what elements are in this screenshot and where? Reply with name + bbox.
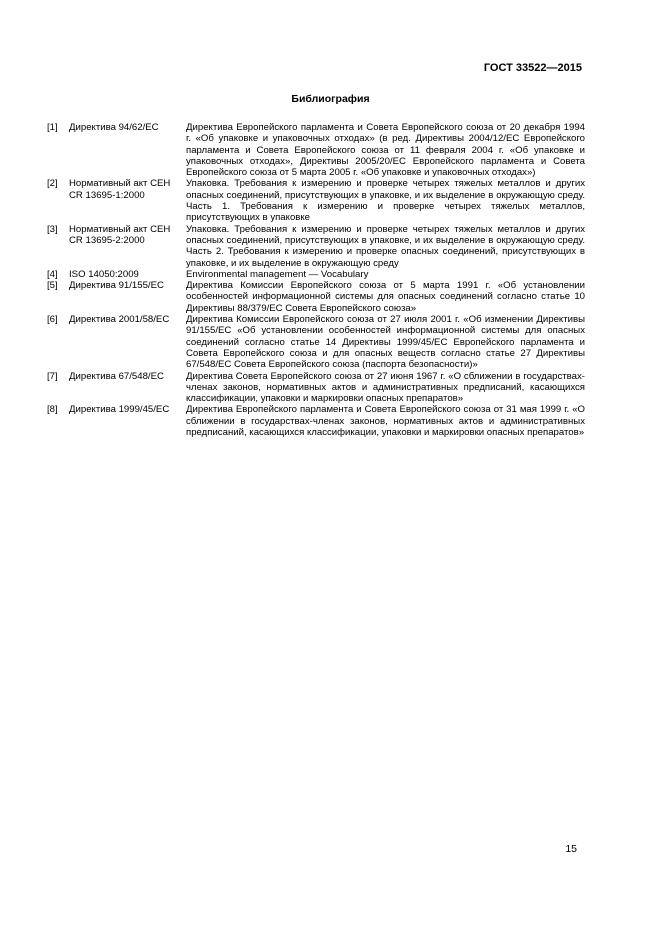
- entry-description: Директива Европейского парламента и Совета Европейского союза от 31 мая 1999 г. «О сближении в государствах-членах законов, нормативных актов и административных предписаний, касающихся классификации, упаковки и маркировки опасных препаратов»: [186, 404, 585, 439]
- entry-source: Директива 91/155/ЕС: [69, 280, 164, 292]
- entry-number: [4]: [47, 268, 58, 280]
- entry-description: Упаковка. Требования к измерению и проверке четырех тяжелых металлов и других опасных соединений, присутствующих в упаковке, и их выделение в окружающую среду. Часть 1. Требования к измерению и проверке четырех тяжелых металлов, присутствующих в упаковке: [186, 178, 585, 224]
- bibliography-entry: [47, 404, 585, 438]
- entry-description: Директива Совета Европейского союза от 27 июня 1967 г. «О сближении в государствах-членах законов, нормативных актов и административных предписаний, касающихся классификации, упаковки и маркировки опасных препаратов»: [186, 370, 585, 405]
- bibliography-entry: [47, 371, 585, 405]
- bibliography-entry: [47, 314, 585, 370]
- section-title: Библиография: [291, 93, 370, 105]
- entry-number: [8]: [47, 404, 58, 416]
- entry-number: [1]: [47, 122, 58, 133]
- entry-source: Нормативный акт СЕН CR 13695-2:2000: [69, 223, 171, 246]
- entry-source: Директива 67/548/ЕС: [69, 370, 164, 382]
- bibliography-list: [47, 122, 585, 438]
- entry-number: [7]: [47, 370, 58, 382]
- page-number: 15: [565, 843, 577, 855]
- entry-description: Environmental management — Vocabulary: [186, 268, 369, 280]
- bibliography-entry: [47, 269, 585, 280]
- entry-source: Директива 1999/45/ЕС: [69, 404, 170, 416]
- entry-number: [2]: [47, 178, 58, 190]
- entry-source: Нормативный акт СЕН CR 13695-1:2000: [69, 178, 171, 201]
- document-id-header: ГОСТ 33522—2015: [483, 62, 582, 74]
- entry-number: [3]: [47, 223, 58, 235]
- entry-description: Упаковка. Требования к измерению и проверке четырех тяжелых металлов и других опасных соединений, присутствующих в упаковке, и их выделение в окружающую среду. Часть 2. Требования к измерению и проверке опасных соединений, присутствующих в упаковке, и их выделение в окружающую среду: [186, 223, 585, 269]
- entry-source: ISO 14050:2009: [69, 268, 139, 280]
- entry-source: Директива 2001/58/ЕС: [69, 314, 170, 326]
- bibliography-entry: [47, 280, 585, 314]
- entry-description: Директива Комиссии Европейского союза от 5 марта 1991 г. «Об установлении особенностей информационной системы для опасных соединений согласно статье 10 Директивы 88/379/ЕС Совета Европейского союза»: [186, 280, 585, 314]
- entry-description: Директива Комиссии Европейского союза от 27 июля 2001 г. «Об изменении Директивы 91/155/ЕС «Об установлении особенностей информационной системы для опасных соединений согласно статье 14 Директивы 1999/45/ЕС Европейского парламента и Совета Европейского союза и для опасных веществ согласно статье 27 Директивы 67/548/ЕС Совета Европейского союза (паспорта безопасности)»: [186, 314, 585, 371]
- bibliography-entry: [47, 122, 585, 178]
- entry-number: [5]: [47, 280, 58, 292]
- entry-source: Директива 94/62/ЕС: [69, 122, 159, 133]
- bibliography-entry: [47, 224, 585, 269]
- entry-number: [6]: [47, 314, 58, 326]
- entry-description: Директива Европейского парламента и Совета Европейского союза от 20 декабря 1994 г. «Об упаковке и упаковочных отходах» (в ред. Директивы 2004/12/ЕС Европейского парламента и Совета Европейского союза от 11 февраля 2004 г. «Об упаковке и упаковочных отходах», Директивы 2005/20/ЕС Европейского парламента и Совета Европейского союза от 5 марта 2005 г. «Об упаковке и упаковочных отходах»): [186, 122, 585, 179]
- bibliography-entry: [47, 178, 585, 223]
